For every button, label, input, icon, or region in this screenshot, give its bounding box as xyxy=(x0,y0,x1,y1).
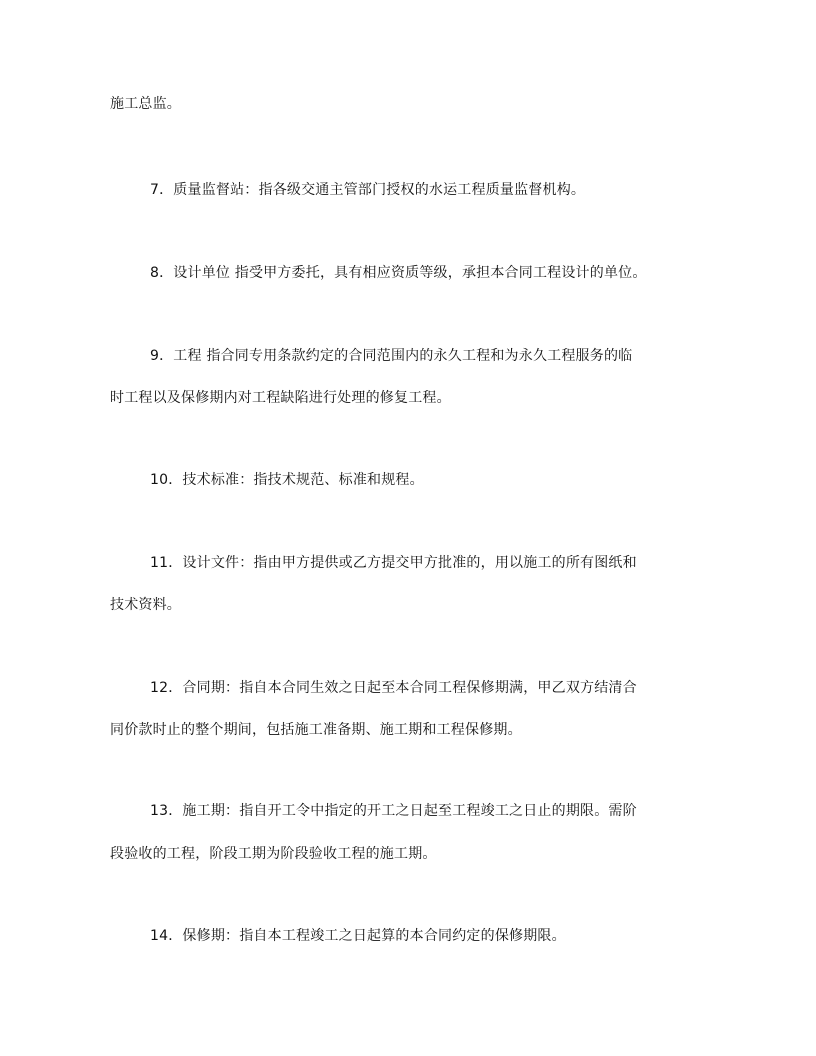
paragraph-line: 施工总监。 xyxy=(110,96,181,112)
paragraph-line: 时工程以及保修期内对工程缺陷进行处理的修复工程。 xyxy=(110,390,451,406)
paragraph-line: 8．设计单位 指受甲方委托，具有相应资质等级，承担本合同工程设计的单位。 xyxy=(150,265,647,281)
paragraph-line: 技术资料。 xyxy=(110,597,181,613)
paragraph-line: 13．施工期：指自开工令中指定的开工之日起至工程竣工之日止的期限。需阶 xyxy=(150,803,637,819)
paragraph-line: 11．设计文件：指由甲方提供或乙方提交甲方批准的，用以施工的所有图纸和 xyxy=(150,555,637,571)
paragraph-line: 12．合同期：指自本合同生效之日起至本合同工程保修期满，甲乙双方结清合 xyxy=(150,680,637,696)
paragraph-line: 7．质量监督站：指各级交通主管部门授权的水运工程质量监督机构。 xyxy=(150,182,586,198)
paragraph-line: 段验收的工程，阶段工期为阶段验收工程的施工期。 xyxy=(110,846,437,862)
paragraph-line: 同价款时止的整个期间，包括施工准备期、施工期和工程保修期。 xyxy=(110,722,522,738)
paragraph-line: 10．技术标准：指技术规范、标准和规程。 xyxy=(150,472,424,488)
paragraph-line: 14．保修期：指自本工程竣工之日起算的本合同约定的保修期限。 xyxy=(150,928,566,944)
paragraph-line: 9．工程 指合同专用条款约定的合同范围内的永久工程和为永久工程服务的临 xyxy=(150,348,633,364)
